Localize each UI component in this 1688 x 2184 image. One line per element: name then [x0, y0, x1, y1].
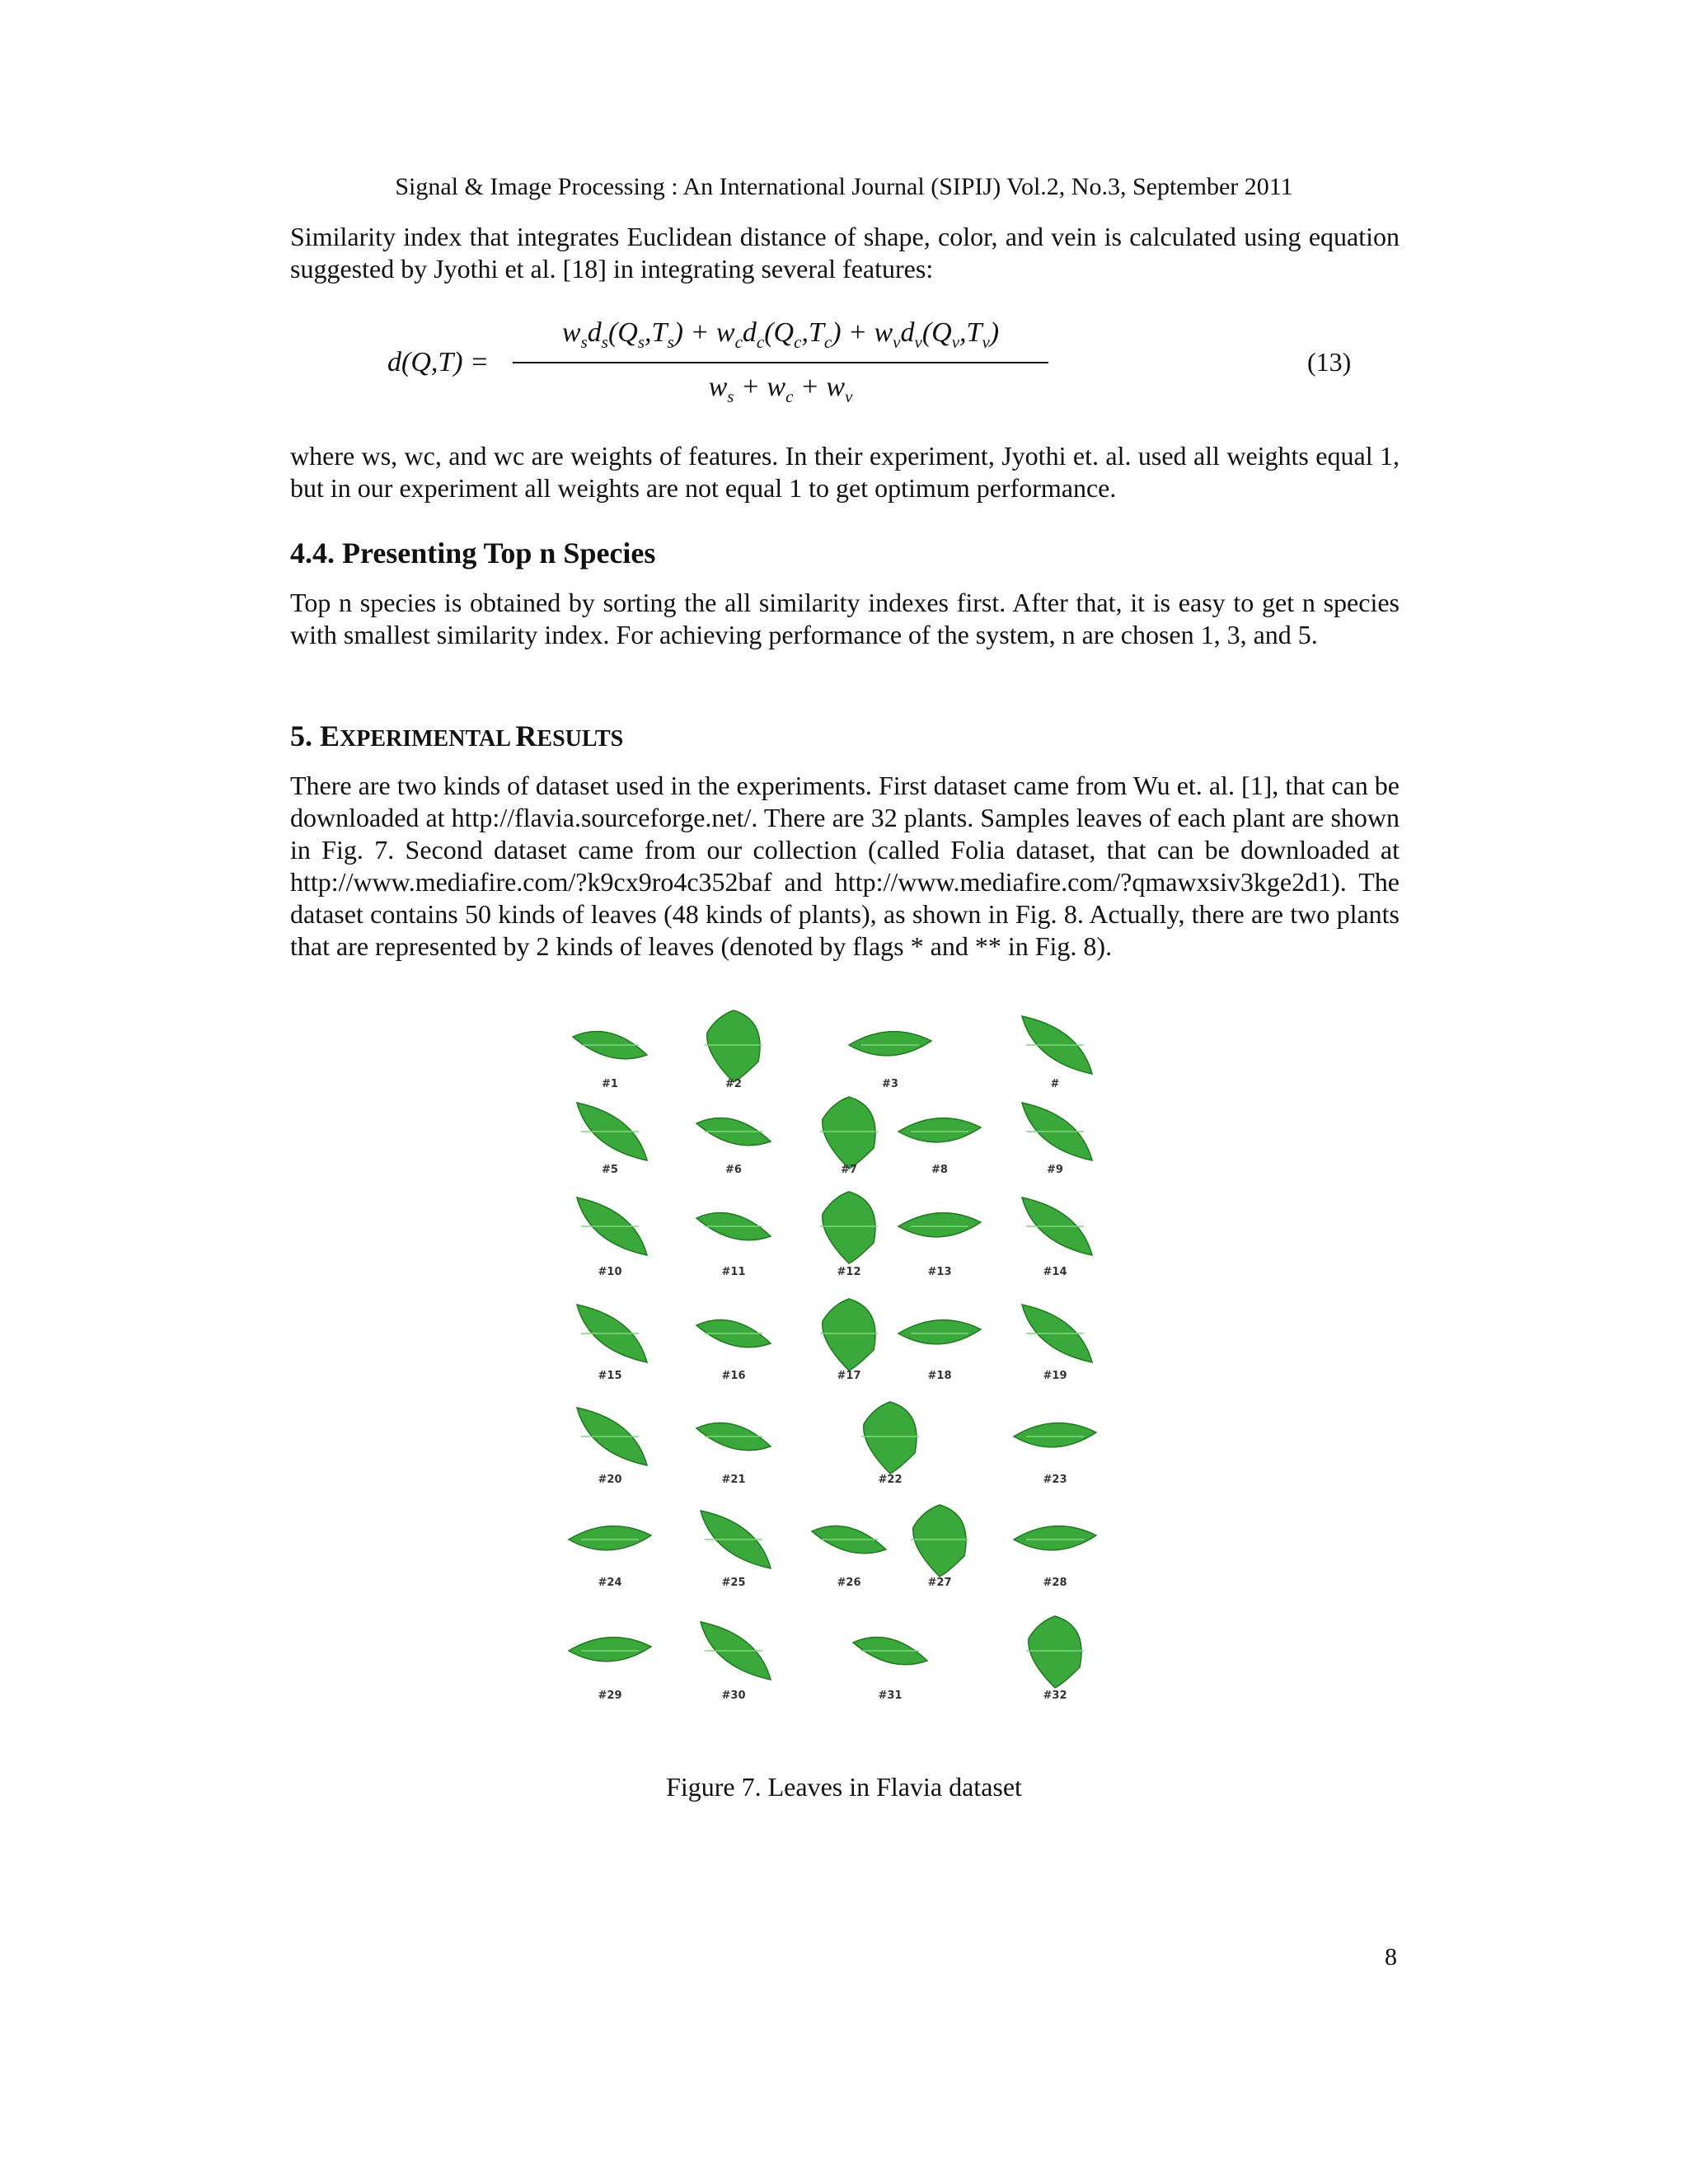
equation-numerator: $w_sd_s(Q_s,T_s) + w_cd_c(Q_c,T_c) + w_vd_v(Q_v,T_v)$ [561, 317, 1000, 352]
leaf-image [1001, 1004, 1109, 1086]
leaf-label: #22 [878, 1474, 903, 1486]
leaf-label: #20 [598, 1474, 622, 1486]
leaf-image [1001, 1292, 1109, 1375]
leaf-image [556, 1185, 663, 1268]
leaf-image [556, 1498, 663, 1581]
leaf-image [680, 1090, 787, 1173]
leaf-label: #32 [1043, 1690, 1067, 1702]
leaf-label: #15 [598, 1370, 622, 1382]
leaf-image [556, 1292, 663, 1375]
leaf-label: #24 [598, 1577, 622, 1589]
leaf-label: #19 [1043, 1370, 1067, 1382]
leaf-image [837, 1610, 944, 1692]
leaf-image [1001, 1610, 1109, 1692]
leaf-image [837, 1004, 944, 1086]
leaf-image [680, 1610, 787, 1692]
equation-13 [0, 317, 1688, 416]
heading-cap-e: E [320, 719, 340, 752]
weights-paragraph: where ws, wc, and wc are weights of features. In their experiment, Jyothi et. al. used all weights equal 1, but in our experiment all weights are not equal 1 to get optimum performance. [290, 441, 1400, 503]
leaf-label: #31 [878, 1690, 903, 1702]
fraction-bar [513, 362, 1048, 363]
equation-lhs: d(Q,T) = [387, 347, 490, 377]
equation-number: (13) [1307, 347, 1352, 377]
leaf-image [556, 1395, 663, 1478]
leaf-image [556, 1090, 663, 1173]
leaf-image [680, 1185, 787, 1268]
leaf-image [680, 1004, 787, 1086]
leaf-label: #9 [1047, 1164, 1063, 1176]
leaf-label: #1 [602, 1078, 618, 1090]
leaf-label: #7 [841, 1164, 857, 1176]
page-number: 8 [1385, 1943, 1397, 1971]
equation-denominator: $w_s + w_c + w_v$ [708, 372, 853, 406]
leaf-label: #27 [927, 1577, 952, 1589]
leaf-image [680, 1498, 787, 1581]
leaf-label: #28 [1043, 1577, 1067, 1589]
leaf-label: #11 [721, 1266, 746, 1278]
leaf-label: #3 [882, 1078, 898, 1090]
leaf-image [556, 1004, 663, 1086]
leaf-label: #12 [837, 1266, 861, 1278]
leaf-label: #16 [721, 1370, 746, 1382]
section-4-4-paragraph: Top n species is obtained by sorting the all similarity indexes first. After that, it is easy to get n species with smallest similarity index. For achieving performance of the system, n are chosen 1, 3, and 5. [290, 588, 1400, 649]
figure-caption: Figure 7. Leaves in Flavia dataset [666, 1772, 1022, 1802]
heading-small-esults: ESULTS [537, 726, 624, 752]
leaf-figure [560, 1012, 1121, 1737]
running-header: Signal & Image Processing : An International Journal (SIPIJ) Vol.2, No.3, September 2011 [395, 173, 1293, 200]
leaf-label: #21 [721, 1474, 746, 1486]
leaf-image [886, 1185, 993, 1268]
leaf-label: #17 [837, 1370, 861, 1382]
leaf-image [680, 1395, 787, 1478]
section-5-number: 5. [290, 719, 312, 752]
leaf-image [680, 1292, 787, 1375]
leaf-image [1001, 1498, 1109, 1581]
leaf-image [837, 1395, 944, 1478]
leaf-label: #14 [1043, 1266, 1067, 1278]
leaf-label: #23 [1043, 1474, 1067, 1486]
leaf-label: #2 [725, 1078, 742, 1090]
leaf-label: #29 [598, 1690, 622, 1702]
leaf-label: #6 [725, 1164, 742, 1176]
leaf-image [886, 1292, 993, 1375]
leaf-label: #8 [931, 1164, 948, 1176]
leaf-label: #10 [598, 1266, 622, 1278]
leaf-image [1001, 1090, 1109, 1173]
intro-paragraph: Similarity index that integrates Euclidean distance of shape, color, and vein is calculated using equation suggested by Jyothi et al. [18] in integrating several features: [290, 222, 1400, 284]
section-5-paragraph: There are two kinds of dataset used in the experiments. First dataset came from Wu et. al. [1], that can be downloaded at http://flavia.sourceforge.net/. There are 32 plants. Samples leaves of each plant are shown in Fig. 7. Second dataset came from our collection (called Folia dataset, that can be downloaded at http://www.mediafire.com/?k9cx9ro4c352baf and http://www.mediafire.com/?qmawxsiv3kge2d1). The dataset contains 50 kinds of leaves (48 kinds of plants), as shown in Fig. 8. Actually, there are two plants that are represented by 2 kinds of leaves (denoted by flags * and ** in Fig. 8). [290, 771, 1400, 961]
section-4-4-heading: 4.4. Presenting Top n Species [290, 537, 656, 569]
leaf-image [1001, 1185, 1109, 1268]
leaf-label: #26 [837, 1577, 861, 1589]
section-5-heading [290, 719, 623, 753]
leaf-image [1001, 1395, 1109, 1478]
leaf-label: #5 [602, 1164, 618, 1176]
leaf-label: #18 [927, 1370, 952, 1382]
leaf-image [886, 1090, 993, 1173]
leaf-image [556, 1610, 663, 1692]
leaf-label: # [1050, 1078, 1060, 1090]
leaf-label: #13 [927, 1266, 952, 1278]
heading-cap-r: R [515, 719, 537, 752]
leaf-label: #30 [721, 1690, 746, 1702]
leaf-label: #25 [721, 1577, 746, 1589]
heading-small-xperimental: XPERIMENTAL [340, 726, 516, 752]
leaf-image [886, 1498, 993, 1581]
